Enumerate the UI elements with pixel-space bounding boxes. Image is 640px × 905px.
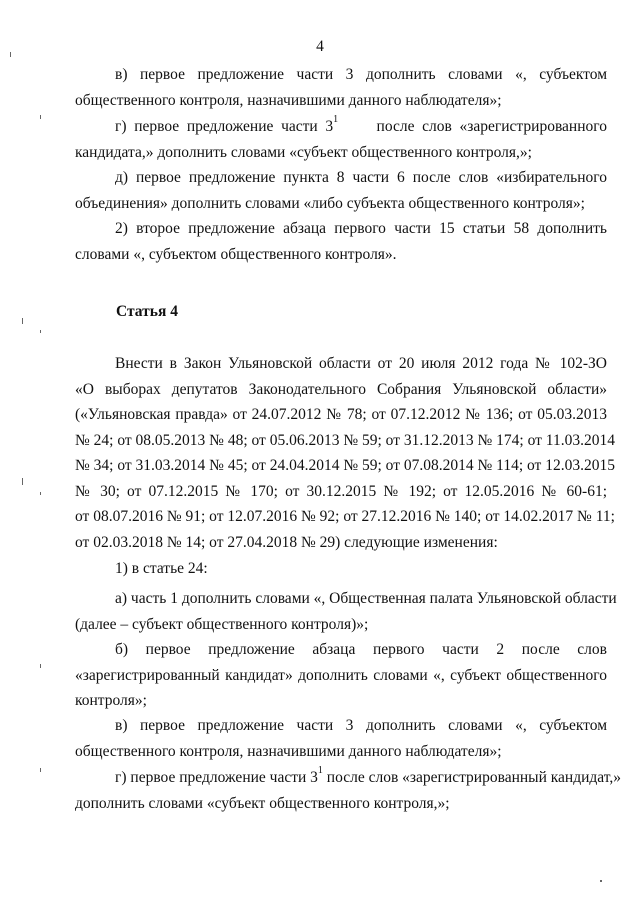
text-line: контроля»; (75, 692, 147, 709)
superscript: 1 (317, 764, 323, 776)
item-a (75, 586, 617, 637)
text-line: кандидата,» дополнить словами «субъект общественного контроля,»; (75, 143, 532, 161)
scan-mark (40, 492, 41, 495)
text-line: 1) в статье 24: (115, 560, 208, 577)
text-line: а) часть 1 дополнить словами «, Общественная палата Ульяновской области (115, 590, 617, 607)
text-line: Внести в Закон Ульяновской области от 20 июля 2012 года № 102-ЗО (115, 355, 607, 372)
text-line: «зарегистрированный кандидат» дополнить словами «, субъект общественного (75, 666, 607, 684)
paragraph-top-d (75, 165, 607, 216)
text-line: в) первое предложение части 3 дополнить словами «, субъектом (115, 66, 607, 83)
text-line: словами «, субъектом общественного контроля». (75, 245, 397, 263)
text-line: («Ульяновская правда» от 24.07.2012 № 78; от 07.12.2012 № 136; от 05.03.2013 (75, 406, 607, 423)
scan-mark (22, 478, 23, 485)
text-line: объединения» дополнить словами «либо субъекта общественного контроля»; (75, 194, 585, 212)
scan-mark (40, 330, 41, 333)
text-segment: после слов «зарегистрированный кандидат,» (322, 769, 621, 786)
item-g (75, 764, 621, 816)
text-line: дополнить словами «субъект общественного контроля,»; (75, 794, 450, 812)
scan-mark (40, 768, 41, 772)
paragraph-top-2 (75, 216, 607, 267)
scan-mark (600, 880, 602, 882)
article-intro (75, 351, 615, 555)
text-line (75, 764, 621, 791)
text-segment: г) первое предложение части 3 (115, 118, 334, 135)
text-line: общественного контроля, назначившими данного наблюдателя»; (75, 91, 502, 109)
article-heading: Статья 4 (116, 303, 178, 320)
text-line: «О выборах депутатов Законодательного Собрания Ульяновской области» (75, 380, 607, 398)
text-line: общественного контроля, назначившими данного наблюдателя»; (75, 742, 502, 760)
text-line: № 30; от 07.12.2015 № 170; от 30.12.2015 № 192; от 12.05.2016 № 60-61; (75, 482, 607, 500)
item-v (75, 713, 607, 764)
text-segment: после слов «зарегистрированного (376, 118, 607, 135)
text-segment: г) первое предложение части 3 (115, 769, 318, 786)
item-1 (75, 556, 607, 582)
paragraph-top-g (75, 114, 607, 165)
page-number: 4 (316, 38, 324, 55)
text-line: (далее – субъект общественного контроля)»; (75, 615, 369, 633)
text-line (75, 114, 607, 140)
text-line: 2) второе предложение абзаца первого части 15 статьи 58 дополнить (115, 220, 607, 237)
text-line: в) первое предложение части 3 дополнить словами «, субъектом (115, 717, 607, 734)
text-line: от 08.07.2016 № 91; от 12.07.2016 № 92; от 27.12.2016 № 140; от 14.02.2017 № 11; (75, 508, 615, 525)
scan-mark (10, 52, 11, 57)
superscript: 1 (333, 113, 339, 125)
text-line: б) первое предложение абзаца первого части 2 после слов (115, 641, 607, 658)
scan-mark (40, 115, 41, 119)
paragraph-top-v (75, 62, 607, 113)
scan-mark (40, 664, 41, 668)
scan-mark (22, 318, 23, 324)
text-line: № 24; от 08.05.2013 № 48; от 05.06.2013 № 59; от 31.12.2013 № 174; от 11.03.2014 (75, 431, 615, 449)
text-line: д) первое предложение пункта 8 части 6 после слов «избирательного (115, 169, 607, 186)
text-line: от 02.03.2018 № 14; от 27.04.2018 № 29) следующие изменения: (75, 533, 498, 551)
text-line: № 34; от 31.03.2014 № 45; от 24.04.2014 № 59; от 07.08.2014 № 114; от 12.03.2015 (75, 457, 615, 474)
item-b (75, 637, 607, 714)
